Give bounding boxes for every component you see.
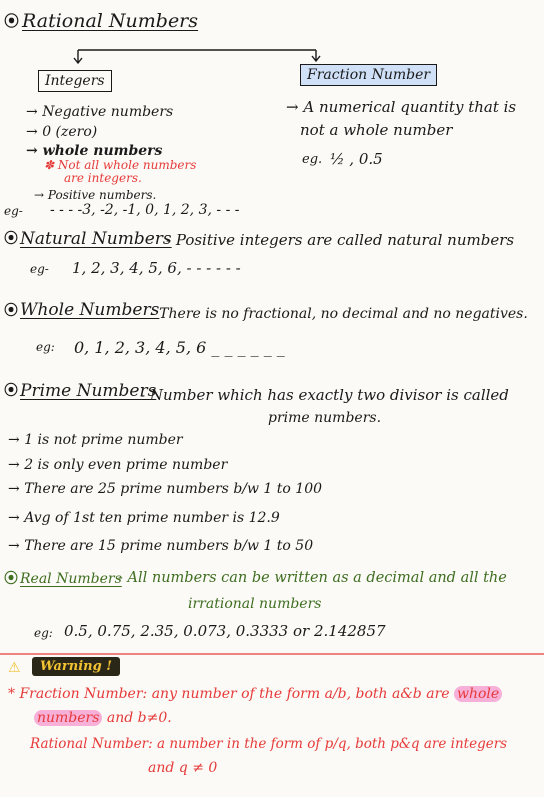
integers-note: ✽ Not all whole numbers [44,158,197,172]
natural-example: 1, 2, 3, 4, 5, 6, - - - - - - [72,259,241,277]
prime-item: → There are 15 prime numbers b/w 1 to 50 [8,538,314,554]
bullet-icon: ⦿ [4,383,18,399]
integers-item-positive: → Positive numbers. [34,188,157,202]
fraction-desc-1: → A numerical quantity that is [286,98,517,116]
integers-item-whole: → whole numbers [26,143,163,159]
fraction-eg-label: eg. [302,152,323,167]
bullet-icon: ⦿ [4,231,18,247]
integers-eg-label: eg- [4,204,23,218]
integers-item-negative: → Negative numbers [26,104,174,120]
integers-box: Integers [38,70,112,92]
real-desc-2: irrational numbers [188,596,322,612]
integers-note-2: are integers. [64,171,142,185]
bullet-icon: ⦿ [4,303,18,319]
real-example: 0.5, 0.75, 2.35, 0.073, 0.3333 or 2.142857 [64,622,386,640]
warning-rational-line: Rational Number: a number in the form of p/q, both p&q are integers [30,736,508,752]
natural-eg-label: eg- [30,262,49,276]
warning-icon: ⚠ [8,660,21,676]
prime-item: → Avg of 1st ten prime number is 12.9 [8,510,280,526]
fraction-example: ½ , 0.5 [330,150,383,168]
bullet-icon: ⦿ [4,571,18,587]
whole-title: Whole Numbers [20,300,160,320]
integers-example: - - - -3, -2, -1, 0, 1, 2, 3, - - - [50,202,240,218]
prime-item: → 1 is not prime number [8,432,183,448]
warning-fraction-line-2: numbers and b≠0. [34,710,172,726]
prime-item: → 2 is only even prime number [8,457,228,473]
natural-title: Natural Numbers [20,229,172,249]
real-desc-1: - All numbers can be written as a decimal and all the [118,570,507,586]
real-title: Real Numbers [20,571,122,587]
prime-desc-2: prime numbers. [268,410,382,426]
whole-eg-label: eg: [36,340,55,354]
prime-title: Prime Numbers [20,381,157,401]
fraction-number-box: Fraction Number [300,64,437,86]
natural-desc: - Positive integers are called natural numbers [166,231,515,249]
bullet-icon: ⦿ [4,12,20,30]
integers-item-zero: → 0 (zero) [26,124,98,140]
prime-item: → There are 25 prime numbers b/w 1 to 100 [8,481,323,497]
whole-desc: - There is no fractional, no decimal and no negatives. [150,306,528,322]
prime-desc-1: - Number which has exactly two divisor is called [140,386,509,404]
whole-example: 0, 1, 2, 3, 4, 5, 6 _ _ _ _ _ _ [74,338,285,357]
real-eg-label: eg: [34,626,53,640]
rational-title: Rational Numbers [22,10,199,32]
fraction-desc-2: not a whole number [300,121,453,139]
warning-rational-line-2: and q ≠ 0 [148,760,218,776]
warning-fraction-line: * Fraction Number: any number of the form a/b, both a&b are whole [8,686,502,702]
warning-badge: Warning ! [32,657,120,676]
